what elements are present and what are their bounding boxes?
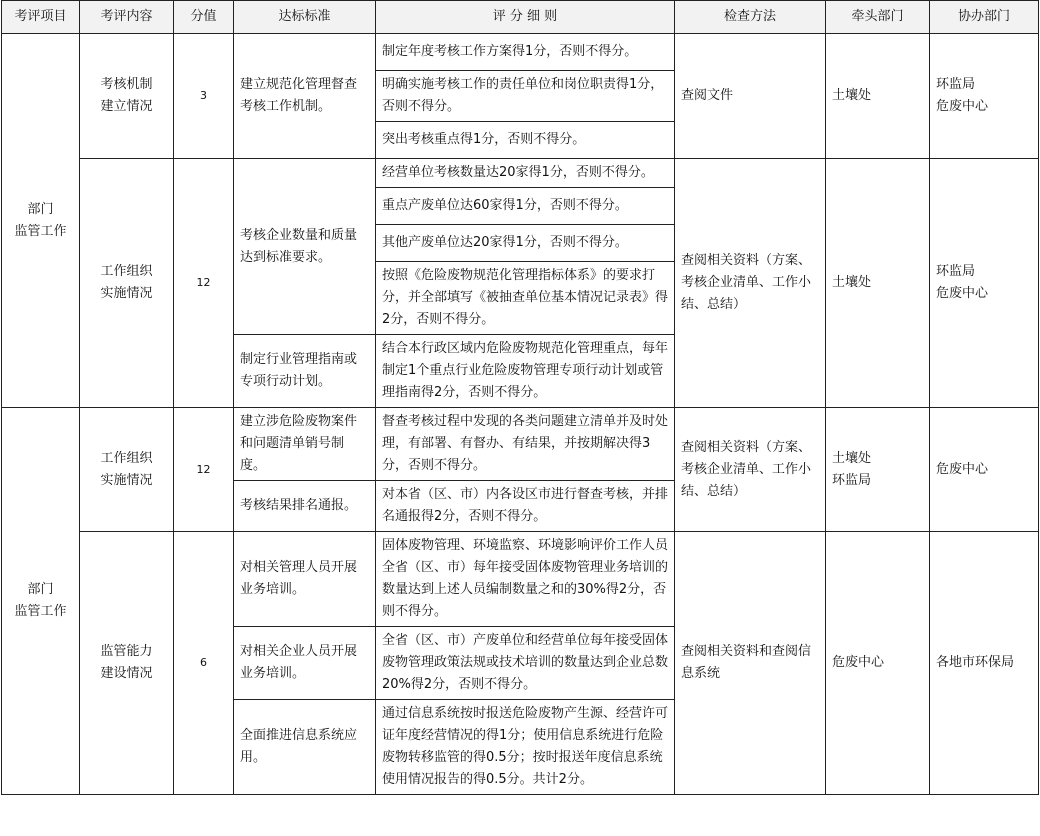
content-cell [80, 34, 174, 159]
assist-dept-label: 环监局 危废中心 [936, 264, 989, 301]
header-details: 评 分 细 则 [376, 1, 675, 34]
score-cell: 6 [174, 532, 234, 795]
content-cell [80, 408, 174, 532]
content-label: 工作组织 实施情况 [100, 450, 153, 488]
standard-cell: 对相关管理人员开展业务培训。 [234, 532, 376, 627]
detail-cell: 经营单位考核数量达20家得1分，否则不得分。 [376, 159, 675, 188]
evaluation-table [1, 0, 1039, 795]
method-cell: 查阅相关资料（方案、考核企业清单、工作小结、总结） [675, 159, 826, 408]
detail-cell: 明确实施考核工作的责任单位和岗位职责得1分，否则不得分。 [376, 71, 675, 122]
header-content: 考评内容 [80, 1, 174, 34]
assist-dept-cell [930, 159, 1039, 408]
header-assist-dept: 协办部门 [930, 1, 1039, 34]
category-cell [2, 408, 80, 795]
lead-dept-cell [826, 408, 930, 532]
standard-cell: 建立规范化管理督查考核工作机制。 [234, 34, 376, 159]
detail-cell: 固体废物管理、环境监察、环境影响评价工作人员全省（区、市）每年接受固体废物管理业务培训的数量达到上述人员编制数量之和的30%得2分，否则不得分。 [376, 532, 675, 627]
detail-cell: 结合本行政区域内危险废物规范化管理重点，每年制定1个重点行业危险废物管理专项行动计划或管理指南得2分，否则不得分。 [376, 335, 675, 408]
detail-cell: 全省（区、市）产废单位和经营单位每年接受固体废物管理政策法规或技术培训的数量达到企业总数20%得2分，否则不得分。 [376, 627, 675, 700]
header-row [2, 1, 1039, 34]
detail-cell: 重点产废单位达60家得1分，否则不得分。 [376, 188, 675, 225]
standard-cell: 建立涉危险废物案件和问题清单销号制度。 [234, 408, 376, 481]
header-score: 分值 [174, 1, 234, 34]
table-row [2, 532, 1039, 627]
standard-cell: 全面推进信息系统应用。 [234, 700, 376, 795]
table-row [2, 408, 1039, 481]
content-cell [80, 159, 174, 408]
table-row [2, 159, 1039, 188]
method-cell: 查阅文件 [675, 34, 826, 159]
score-cell: 12 [174, 408, 234, 532]
table-row [2, 34, 1039, 71]
score-cell: 3 [174, 34, 234, 159]
detail-cell: 督查考核过程中发现的各类问题建立清单并及时处理，有部署、有督办、有结果，并按期解决得3分，否则不得分。 [376, 408, 675, 481]
assist-dept-cell: 各地市环保局 [930, 532, 1039, 795]
detail-cell: 对本省（区、市）内各设区市进行督查考核，并排名通报得2分，否则不得分。 [376, 481, 675, 532]
standard-cell: 考核结果排名通报。 [234, 481, 376, 532]
header-lead-dept: 牵头部门 [826, 1, 930, 34]
assist-dept-label: 环监局 危废中心 [936, 77, 989, 114]
lead-dept-cell: 危废中心 [826, 532, 930, 795]
content-label: 监管能力 建设情况 [100, 644, 153, 681]
lead-dept-cell: 土壤处 [826, 159, 930, 408]
detail-cell: 制定年度考核工作方案得1分，否则不得分。 [376, 34, 675, 71]
standard-cell: 考核企业数量和质量达到标准要求。 [234, 159, 376, 335]
assist-dept-cell [930, 34, 1039, 159]
header-category: 考评项目 [2, 1, 80, 34]
standard-cell: 制定行业管理指南或专项行动计划。 [234, 335, 376, 408]
content-label: 工作组织 实施情况 [100, 264, 153, 301]
category-label: 部门 监管工作 [14, 582, 67, 619]
category-label: 部门 监管工作 [14, 201, 67, 239]
standard-cell: 对相关企业人员开展业务培训。 [234, 627, 376, 700]
lead-dept-label: 土壤处 环监局 [832, 450, 872, 488]
method-cell: 查阅相关资料和查阅信息系统 [675, 532, 826, 795]
detail-cell: 通过信息系统按时报送危险废物产生源、经营许可证年度经营情况的得1分；使用信息系统进行危险废物转移监管的得0.5分；按时报送年度信息系统使用情况报告的得0.5分。共计2分。 [376, 700, 675, 795]
category-cell [2, 34, 80, 408]
header-method: 检查方法 [675, 1, 826, 34]
detail-cell: 其他产废单位达20家得1分，否则不得分。 [376, 225, 675, 262]
assist-dept-cell: 危废中心 [930, 408, 1039, 532]
content-cell [80, 532, 174, 795]
detail-cell: 突出考核重点得1分，否则不得分。 [376, 122, 675, 159]
detail-cell: 按照《危险废物规范化管理指标体系》的要求打分，并全部填写《被抽查单位基本情况记录表》得2分，否则不得分。 [376, 262, 675, 335]
content-label: 考核机制 建立情况 [100, 77, 153, 114]
method-cell: 查阅相关资料（方案、考核企业清单、工作小结、总结） [675, 408, 826, 532]
lead-dept-cell: 土壤处 [826, 34, 930, 159]
header-standard: 达标标准 [234, 1, 376, 34]
score-cell: 12 [174, 159, 234, 408]
